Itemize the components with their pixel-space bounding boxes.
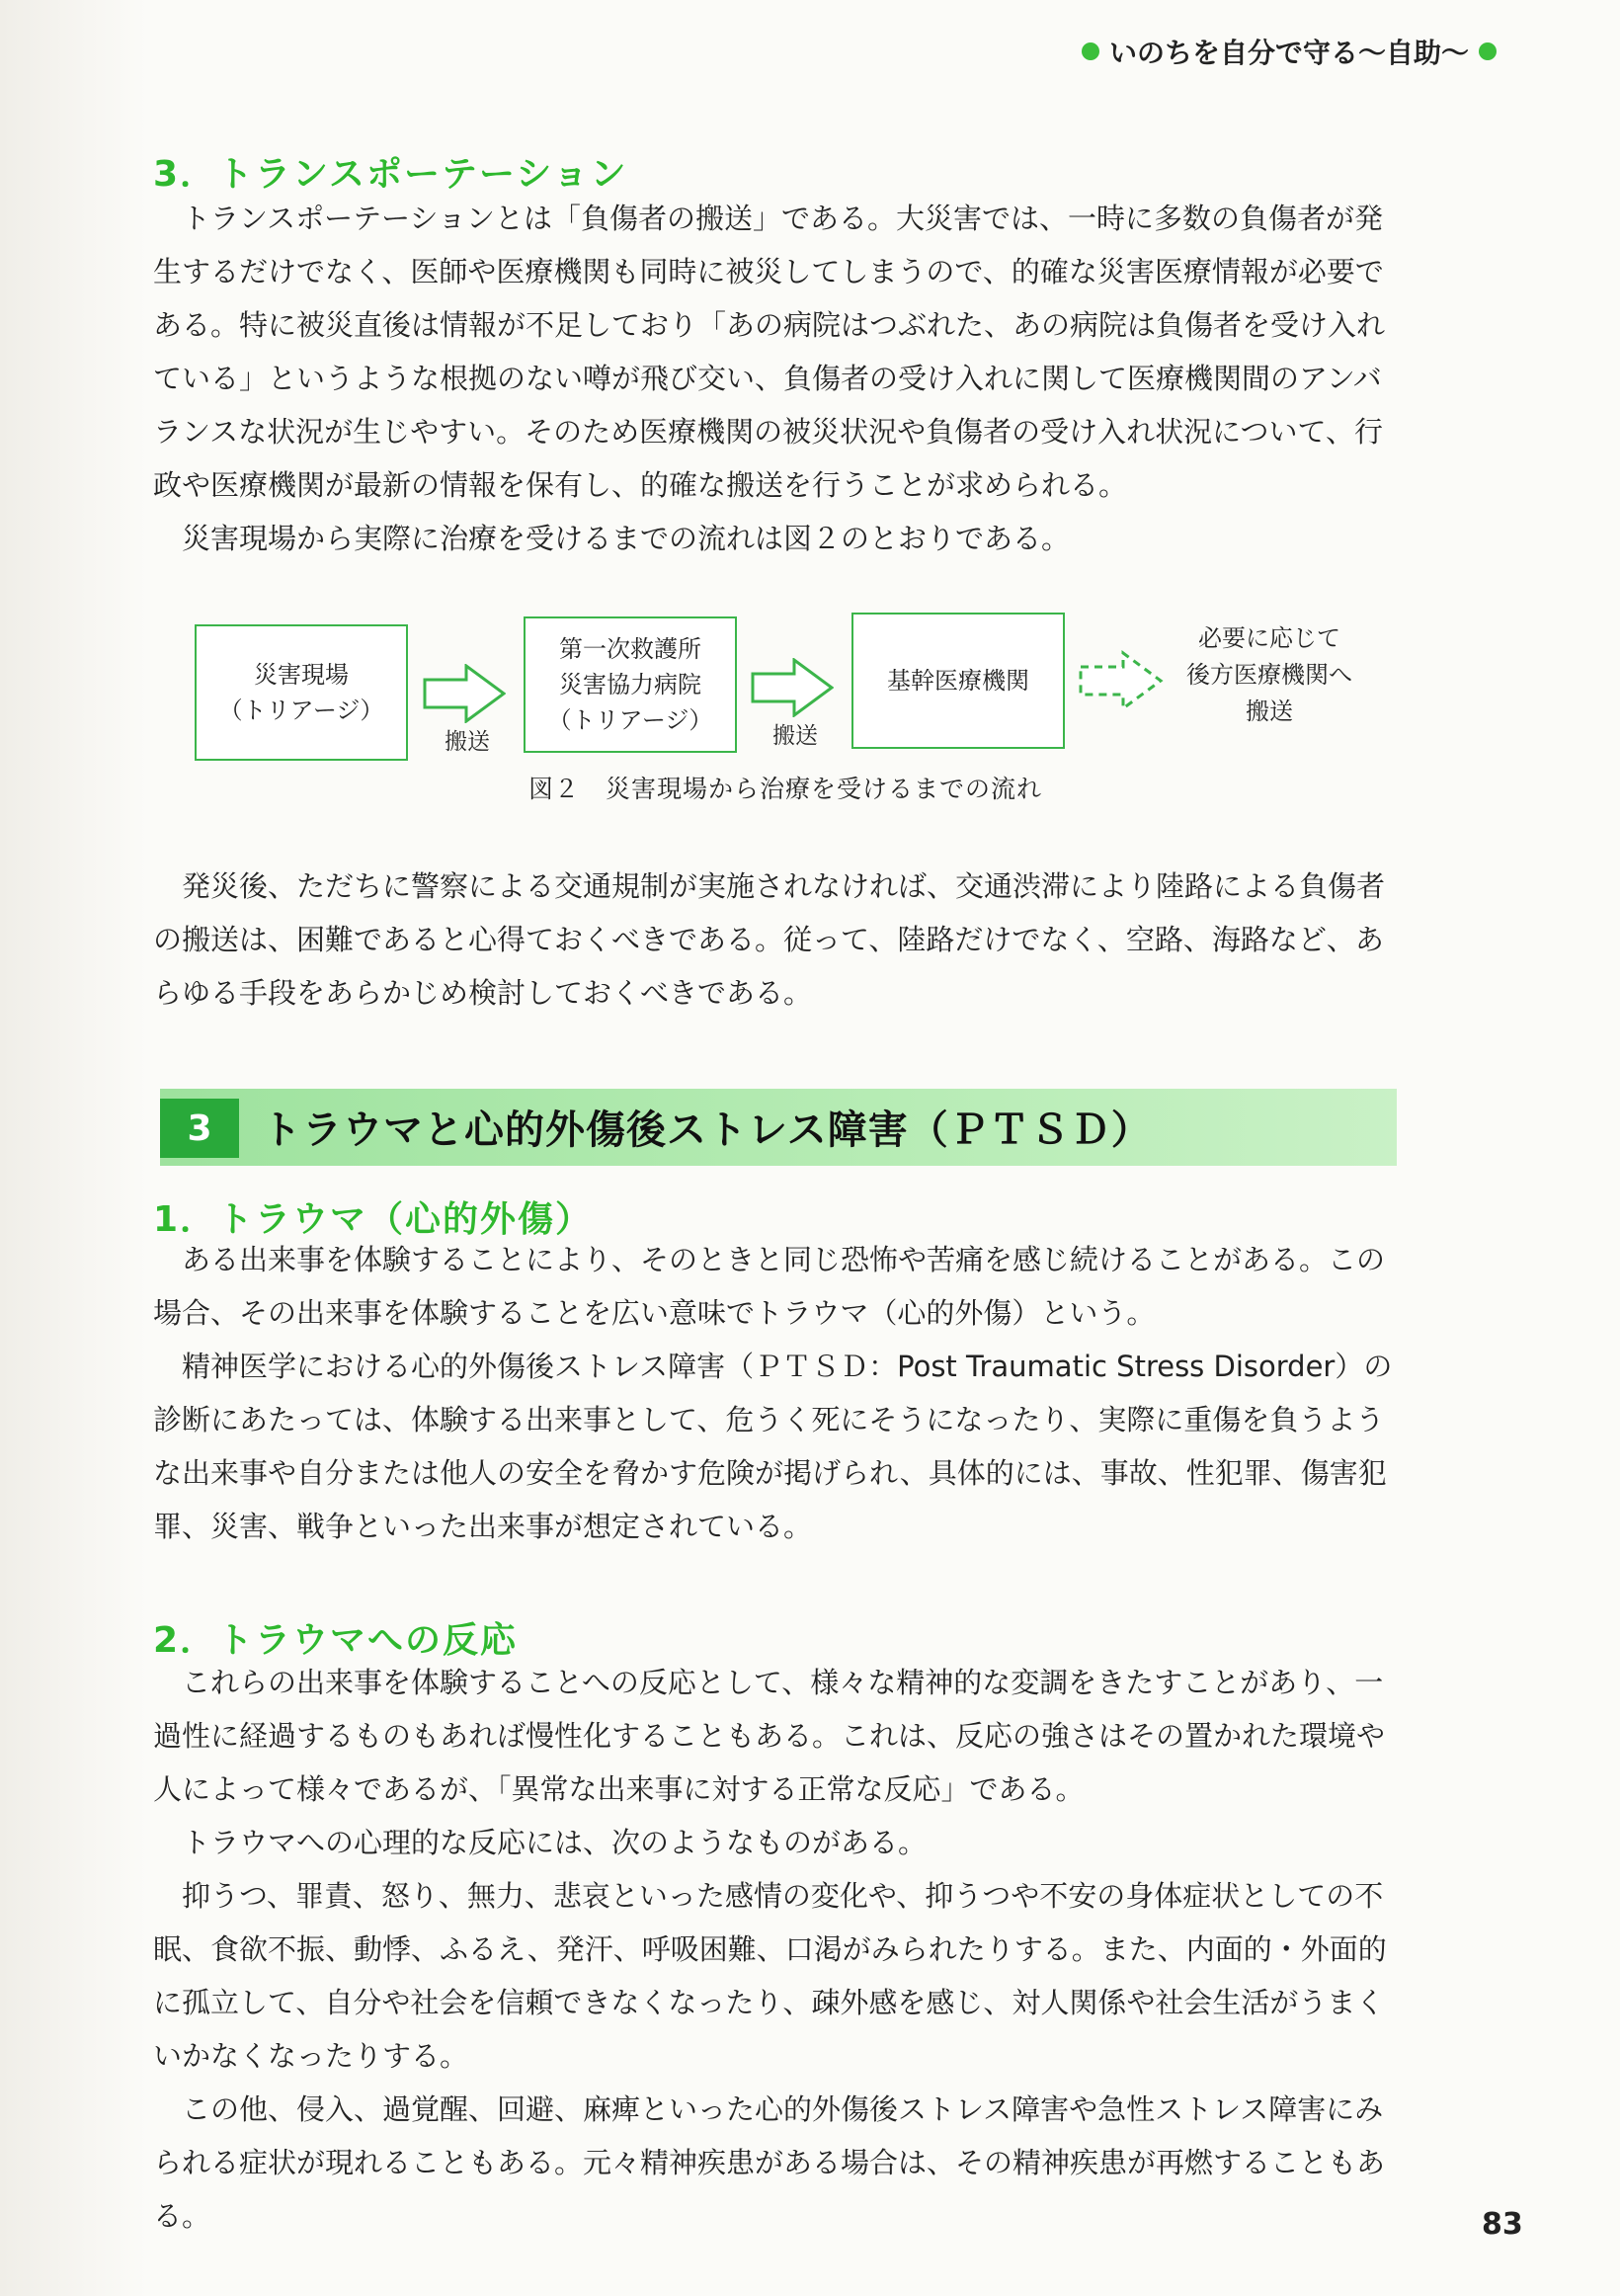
dashed-arrow-right-icon: [1079, 650, 1164, 711]
paragraph: トラウマへの心理的な反応には、次のようなものがある。: [182, 1826, 928, 1859]
figure-end-line: 後方医療機関へ: [1186, 661, 1352, 689]
trauma-reaction-body: [153, 1656, 1403, 2243]
paragraph: 発災後、ただちに警察による交通規制が実施されなければ、交通渋滞により陸路による負傷者の搬送は、困難であると心得ておくべきである。従って、陸路だけでなく、空路、海路など、あらゆる手段をあらかじめ検討しておくべきである。: [153, 869, 1386, 1010]
page-number: 83: [1482, 2207, 1523, 2242]
paragraph: トランスポーテーションとは「負傷者の搬送」である。大災害では、一時に多数の負傷者が発生するだけでなく、医師や医療機関も同時に被災してしまうので、的確な災害医療情報が必要である。特に被災直後は情報が不足しており「あの病院はつぶれた、あの病院は負傷者を受け入れている」というような根拠のない噂が飛び交い、負傷者の受け入れに関して医療機関間のアンバランスな状況が生じやすい。そのため医療機関の被災状況や負傷者の受け入れ状況について、行政や医療機関が最新の情報を保有し、的確な搬送を行うことが求められる。: [153, 202, 1386, 502]
trauma-body: [153, 1233, 1403, 1553]
arrow-right-icon: [423, 664, 506, 723]
figure-box-text: 第一次救護所: [559, 635, 701, 663]
figure-end-text: [1161, 620, 1378, 730]
figure-box-disaster-site: [195, 624, 408, 761]
figure-caption: 図２ 災害現場から治療を受けるまでの流れ: [528, 775, 1043, 803]
heading-transportation: 3．トランスポーテーション: [153, 154, 628, 195]
paragraph: 災害現場から実際に治療を受けるまでの流れは図２のとおりである。: [182, 522, 1071, 555]
figure-box-text: 災害現場: [254, 661, 349, 689]
transportation-body: [153, 192, 1403, 565]
figure-box-first-aid-station: [524, 616, 737, 753]
bullet-dot-icon: [1082, 42, 1099, 60]
figure-box-text: 災害協力病院: [559, 671, 701, 698]
bullet-dot-icon: [1479, 42, 1497, 60]
heading-trauma: 1．トラウマ（心的外傷）: [153, 1199, 594, 1240]
after-figure-body: [153, 860, 1403, 1020]
arrow-label: 搬送: [772, 723, 818, 749]
heading-trauma-reaction: 2．トラウマへの反応: [153, 1620, 519, 1661]
running-head-text: いのちを自分で守る〜自助〜: [1108, 37, 1469, 69]
page-gutter-shadow: [0, 0, 148, 2296]
paragraph: 精神医学における心的外傷後ストレス障害（ＰＴＳＤ：Post Traumatic Stress Disorder）の診断にあたっては、体験する出来事として、危うく死にそうになったり、実際に重傷を負うような出来事や自分または他人の安全を脅かす危険が掲げられ、具体的には、事故、性犯罪、傷害犯罪、災害、戦争といった出来事が想定されている。: [153, 1350, 1393, 1543]
section-number-badge: 3: [160, 1099, 239, 1158]
arrow-right-icon: [751, 658, 834, 717]
figure-end-line: 必要に応じて: [1198, 624, 1340, 652]
section-title: トラウマと心的外傷後ストレス障害（ＰＴＳＤ）: [262, 1107, 1152, 1153]
paragraph: 抑うつ、罪責、怒り、無力、悲哀といった感情の変化や、抑うつや不安の身体症状としての不眠、食欲不振、動悸、ふるえ、発汗、呼吸困難、口渇がみられたりする。また、内面的・外面的に孤立して、自分や社会を信頼できなくなったり、疎外感を感じ、対人関係や社会生活がうまくいかなくなったりする。: [153, 1879, 1387, 2073]
figure-box-text: 基幹医療機関: [887, 667, 1029, 695]
arrow-label: 搬送: [445, 729, 490, 755]
figure-box-text: （トリアージ）: [218, 697, 384, 724]
figure-box-core-hospital: [851, 613, 1065, 749]
figure-box-text: （トリアージ）: [547, 706, 713, 734]
figure-end-line: 搬送: [1246, 697, 1293, 725]
paragraph: これらの出来事を体験することへの反応として、様々な精神的な変調をきたすことがあり、一過性に経過するものもあれば慢性化することもある。これは、反応の強さはその置かれた環境や人によって様々であるが、「異常な出来事に対する正常な反応」である。: [153, 1666, 1386, 1806]
running-head: [1082, 32, 1497, 71]
paragraph: この他、侵入、過覚醒、回避、麻痺といった心的外傷後ストレス障害や急性ストレス障害にみられる症状が現れることもある。元々精神疾患がある場合は、その精神疾患が再燃することもある。: [153, 2092, 1386, 2233]
paragraph: ある出来事を体験することにより、そのときと同じ恐怖や苦痛を感じ続けることがある。この場合、その出来事を体験することを広い意味でトラウマ（心的外傷）という。: [153, 1243, 1386, 1330]
